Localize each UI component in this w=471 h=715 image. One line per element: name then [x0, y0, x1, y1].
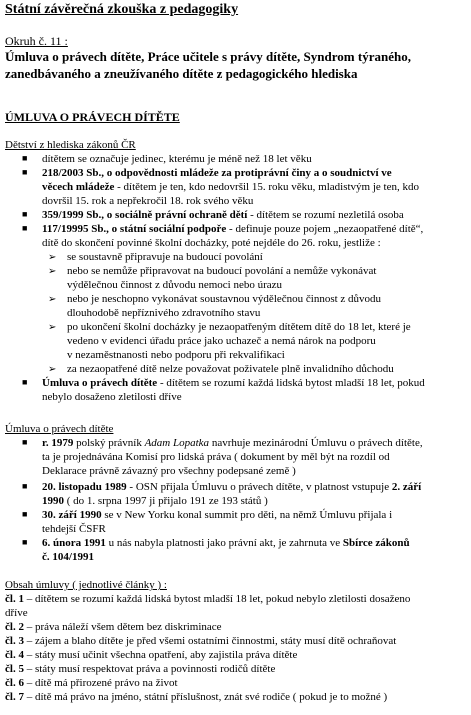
law-item-3: 359/1999 Sb., o sociálně právní ochraně dětí - dítětem se rozumí nezletilá osoba	[42, 209, 404, 221]
square-bullet-icon: ■	[22, 509, 28, 519]
history-heading: Úmluva o právech dítěte	[5, 423, 114, 435]
article-5: čl. 5 – státy musí respektovat práva a povinnosti rodičů dítěte	[5, 663, 276, 675]
law-item-2-line2: věcech mládeže - dítětem je ten, kdo nedovršil 15. roku věku, mladistvým je ten, kdo	[42, 181, 419, 193]
arrow-bullet-icon: ➢	[48, 364, 57, 375]
square-bullet-icon: ■	[22, 437, 28, 447]
law-item-1: dítětem se označuje jedinec, kterému je méně než 18 let věku	[42, 153, 312, 165]
law-item-4: 117/19995 Sb., o státní sociální podpoře - definuje pouze pojem „nezaopatřené dítě“,	[42, 223, 424, 235]
history-item-1-line2: ta je projednávána Komisí pro lidská práva ( dokument by měl být na rozdíl od	[42, 451, 390, 463]
article-6: čl. 6 – dítě má přirozené právo na život	[5, 677, 178, 689]
arrow-bullet-icon: ➢	[48, 266, 57, 277]
sub-item-2-line2: výdělečnou činnost z důvodu nemoci nebo úrazu	[67, 279, 283, 291]
article-3: čl. 3 – zájem a blaho dítěte je před všemi ostatními činnostmi, státy musí dítě ochraňovat	[5, 635, 397, 647]
laws-heading: Dětství z hlediska zákonů ČR	[5, 139, 136, 151]
sub-item-3-line2: dlouhodobě nepříznivého zdravotního stavu	[67, 307, 261, 319]
law-item-5-line2: nebylo dosaženo zletilosti dříve	[42, 391, 182, 403]
article-4: čl. 4 – státy musí učinit všechna opatření, aby zajistila práva dítěte	[5, 649, 298, 661]
section-heading: ÚMLUVA O PRÁVECH DÍTĚTE	[5, 110, 180, 124]
history-item-4: 6. února 1991 u nás nabyla platnosti jako právní akt, je zahrnuta ve Sbírce zákonů	[42, 537, 410, 549]
law-item-2-bold: 218/2003 Sb., o odpovědnosti mládeže za protiprávní činy a o soudnictví ve	[42, 167, 392, 179]
history-item-1: r. 1979 polský právník Adam Lopatka navrhuje mezinárodní Úmluvu o právech dítěte,	[42, 437, 423, 449]
history-item-4-line2: č. 104/1991	[42, 551, 94, 563]
document-title: Státní závěrečná zkouška z pedagogiky	[5, 2, 239, 17]
history-item-1-line3: Deklarace právně závazný pro všechny podepsané země )	[42, 465, 296, 477]
arrow-bullet-icon: ➢	[48, 322, 57, 333]
law-item-4-line2: dítě do skončení povinné školní docházky, poté nejdéle do 26. roku, jestliže :	[42, 237, 381, 249]
square-bullet-icon: ■	[22, 209, 28, 219]
law-item-5: Úmluva o právech dítěte - dítětem se rozumí každá lidská bytost mladší 18 let, pokud	[42, 377, 425, 389]
article-2: čl. 2 – práva náleží všem dětem bez diskriminace	[5, 621, 222, 633]
topic-line-2: zanedbávaného a zneužívaného dítěte z pedagogického hlediska	[5, 66, 358, 81]
sub-item-4-line3: v nezaměstnanosti nebo podporu při rekvalifikaci	[67, 349, 285, 361]
history-item-2-line2: 1990 ( do 1. srpna 1997 ji přijalo 191 ze 193 států )	[42, 495, 268, 507]
arrow-bullet-icon: ➢	[48, 294, 57, 305]
history-item-2: 20. listopadu 1989 - OSN přijala Úmluvu o právech dítěte, v platnost vstupuje 2. září	[42, 481, 422, 493]
square-bullet-icon: ■	[22, 223, 28, 233]
okruh-label: Okruh č. 11 :	[5, 34, 68, 48]
sub-item-4-line2: vedeno v evidenci úřadu práce jako uchazeč a nemá nárok na podporu	[67, 335, 376, 347]
history-item-3: 30. září 1990 se v New Yorku konal summit pro děti, na němž Úmluvu přijala i	[42, 509, 393, 521]
law-item-2-line3: dovršil 15. rok a nepřekročil 18. rok svého věku	[42, 195, 254, 207]
square-bullet-icon: ■	[22, 537, 28, 547]
square-bullet-icon: ■	[22, 481, 28, 491]
sub-item-4: po ukončení školní docházky je nezaopatřeným dítětem dítě do 18 let, které je	[67, 321, 411, 333]
article-7: čl. 7 – dítě má právo na jméno, státní příslušnost, znát své rodiče ( pokud je to možné )	[5, 691, 388, 703]
square-bullet-icon: ■	[22, 167, 28, 177]
sub-item-1: se soustavně připravuje na budoucí povolání	[67, 251, 263, 263]
sub-item-2: nebo se nemůže připravovat na budoucí povolání a nemůže vykonávat	[67, 265, 377, 277]
history-item-3-line2: tehdejší ČSFR	[42, 523, 106, 535]
articles-heading: Obsah úmluvy ( jednotlivé články ) :	[5, 579, 167, 591]
arrow-bullet-icon: ➢	[48, 252, 57, 263]
square-bullet-icon: ■	[22, 153, 28, 163]
sub-item-3: nebo je neschopno vykonávat soustavnou výdělečnou činnost z důvodu	[67, 293, 382, 305]
article-1-cont: dříve	[5, 607, 28, 619]
sub-item-5: za nezaopatřené dítě nelze považovat poživatele plně invalidního důchodu	[67, 363, 394, 375]
square-bullet-icon: ■	[22, 377, 28, 387]
article-1: čl. 1 – dítětem se rozumí každá lidská bytost mladší 18 let, pokud nebylo zletilosti dosaženo	[5, 593, 411, 605]
topic-line-1: Úmluva o právech dítěte, Práce učitele s právy dítěte, Syndrom týraného,	[5, 49, 411, 64]
